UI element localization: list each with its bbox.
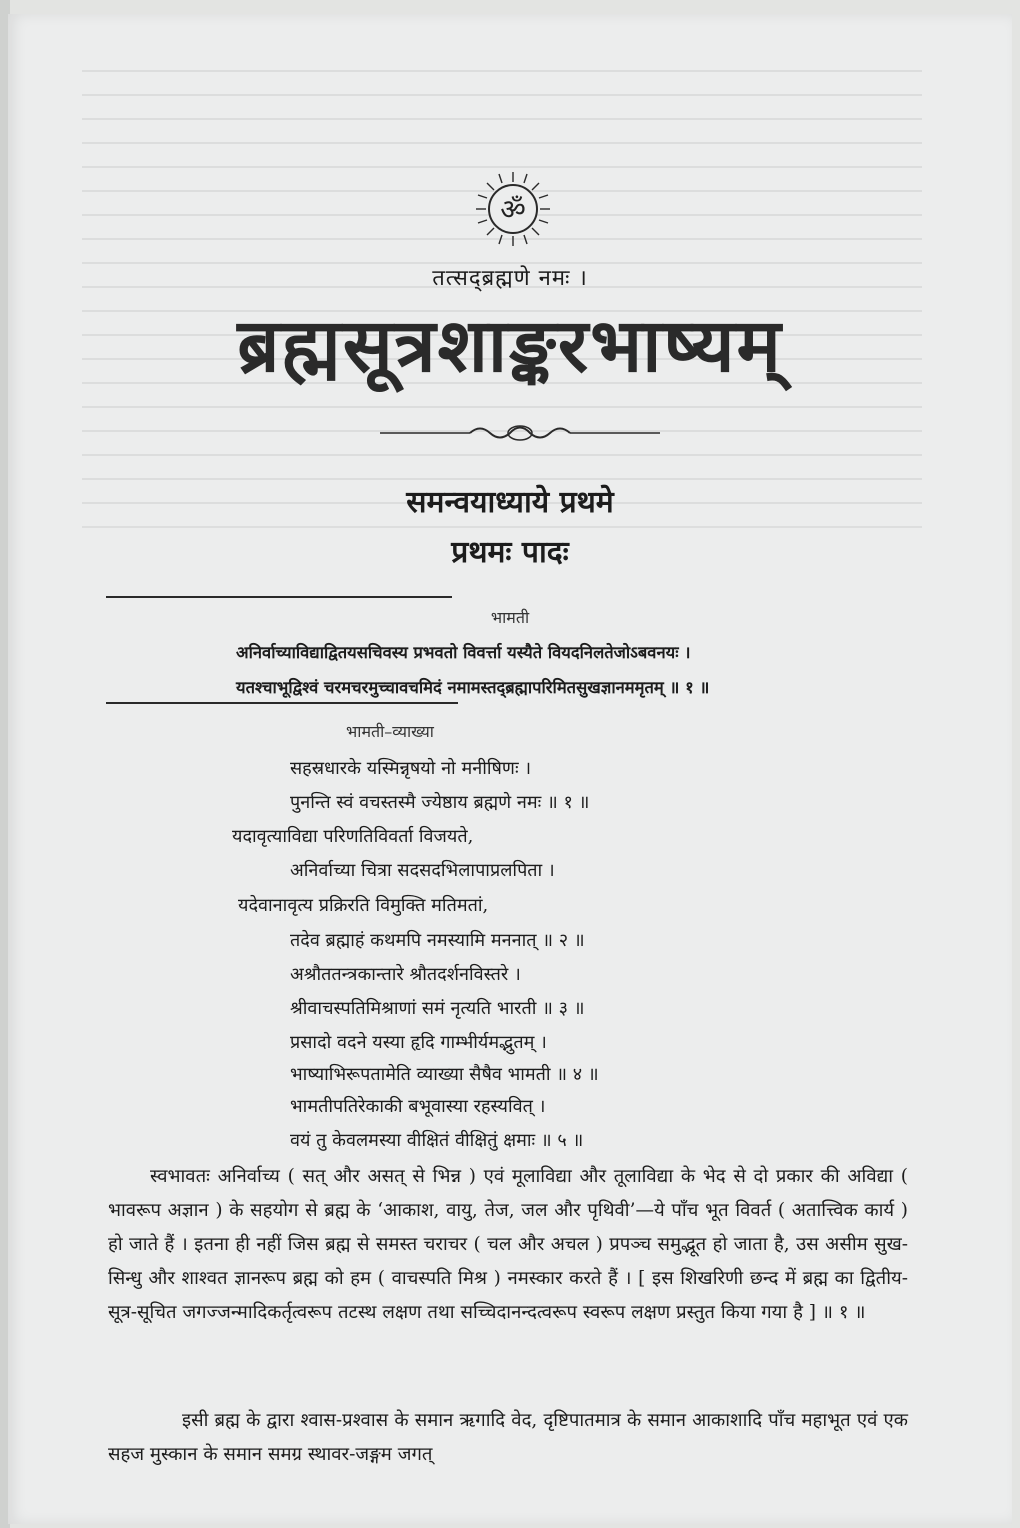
verse-line: यदावृत्याविद्या परिणतिविवर्ता विजयते,	[232, 826, 474, 847]
verse-line: सहस्रधारके यस्मिन्नृषयो नो मनीषिणः ।	[290, 758, 532, 779]
verse-line: वयं तु केवलमस्या वीक्षितं वीक्षितुं क्षमाः ॥ ५ ॥	[290, 1130, 584, 1151]
verse-line: अश्रौततन्त्रकान्तारे श्रौतदर्शनविस्तरे ।	[290, 964, 521, 985]
om-glyph: ॐ	[500, 193, 526, 226]
om-sunburst-emblem	[474, 170, 552, 248]
verse-line: अनिर्वाच्या चित्रा सदसदभिलापाप्रलपिता ।	[290, 860, 555, 881]
commentary-paragraph-1: स्वभावतः अनिर्वाच्य ( सत् और असत् से भिन्न ) एवं मूलाविद्या और तूलाविद्या के भेद से दो प्रकार की अविद्या ( भावरूप अज्ञान ) के सहयोग से ब्रह्म के ‘आकाश, वायु, तेज, जल और पृथिवी’—ये पाँच भूत विवर्त ( अतात्त्विक कार्य ) हो जाते हैं । इतना ही नहीं जिस ब्रह्म से समस्त चराचर ( चल और अचल ) प्रपञ्च समुद्भूत हो जाता है, उस असीम सुख-सिन्धु और शाश्वत ज्ञानरूप ब्रह्म को हम ( वाचस्पति मिश्र ) नमस्कार करते हैं । [ इस शिखरिणी छन्द में ब्रह्म का द्वितीय-सूत्र-सूचित जगज्जन्मादिकर्तृत्वरूप तटस्थ लक्षण तथा सच्चिदानन्दत्वरूप स्वरूप लक्षण प्रस्तुत किया गया है ] ॥ १ ॥	[108, 1166, 908, 1323]
verse-line: श्रीवाचस्पतिमिश्राणां समं नृत्यति भारती ॥ ३ ॥	[290, 998, 585, 1019]
verse-line: तदेव ब्रह्माहं कथमपि नमस्यामि मननात् ॥ २ ॥	[290, 930, 585, 951]
bhamati-verse-line-1: अनिर्वाच्याविद्याद्वितयसचिवस्य प्रभवतो विवर्त्ता यस्यैते वियदनिलतेजोऽबवनयः ।	[236, 643, 691, 662]
verse-line: भामतीपतिरेकाकी बभूवास्या रहस्यवित् ।	[290, 1096, 546, 1117]
section-rule-top	[106, 596, 452, 598]
bhamati-label: भामती	[490, 608, 530, 627]
commentary-paragraph-2: इसी ब्रह्म के द्वारा श्वास-प्रश्वास के समान ऋगादि वेद, दृष्टिपातमात्र के समान आकाशादि पाँच महाभूत एवं एक सहज मुस्कान के समान समग्र स्थावर-जङ्गम जगत्	[108, 1410, 908, 1465]
verse-line: भाष्याभिरूपतामेति व्याख्या सैषैव भामती ॥ ४ ॥	[290, 1064, 599, 1085]
verse-line: पुनन्ति स्वं वचस्तस्मै ज्येष्ठाय ब्रह्मणे नमः ॥ १ ॥	[290, 792, 590, 813]
title-ornament-divider	[380, 418, 660, 448]
pada-heading: प्रथमः पादः	[451, 535, 569, 570]
verse-line: यदेवानावृत्य प्रक्रिरति विमुक्ति मतिमतां,	[238, 895, 489, 916]
invocation: तत्सद्ब्रह्मणे नमः ।	[432, 266, 588, 291]
verse-line: प्रसादो वदने यस्या हृदि गाम्भीर्यमद्भुतम् ।	[290, 1032, 547, 1053]
bhamati-verse-line-2: यतश्चाभूद्विश्वं चरमचरमुच्चावचमिदं नमामस्तद्ब्रह्मापरिमितसुखज्ञानममृतम् ॥ १ ॥	[236, 678, 710, 697]
section-rule-bottom	[106, 702, 458, 704]
vyakhya-label: भामती–व्याख्या	[346, 722, 434, 741]
page-title: ब्रह्मसूत्रशाङ्करभाष्यम्	[237, 303, 783, 389]
chapter-heading: समन्वयाध्याये प्रथमे	[406, 485, 614, 520]
